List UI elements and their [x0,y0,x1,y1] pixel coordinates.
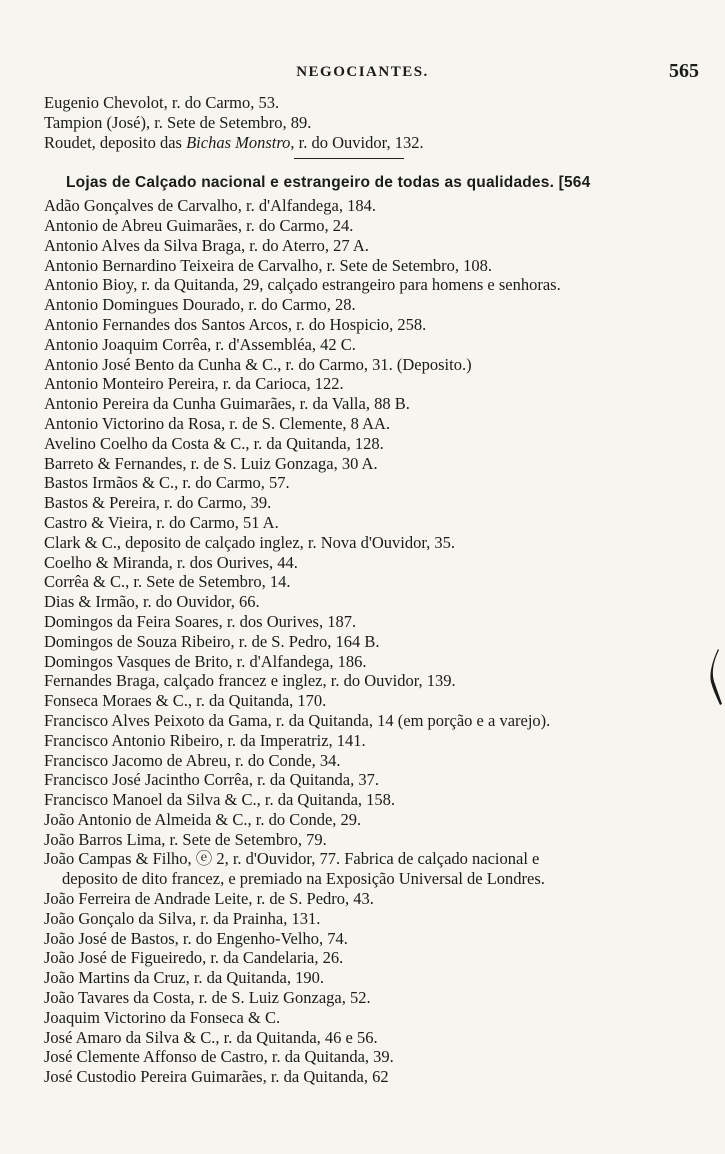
list-item: João Gonçalo da Silva, r. da Prainha, 131. [44,908,321,928]
list-item: Adão Gonçalves de Carvalho, r. d'Alfandega, 184. [44,196,376,216]
list-item: Castro & Vieira, r. do Carmo, 51 A. [44,512,279,532]
list-item: Avelino Coelho da Costa & C., r. da Quitanda, 128. [44,433,384,453]
roudet-text-before: Roudet, deposito das [44,132,187,152]
section-divider [294,158,404,159]
list-item: Francisco José Jacintho Corrêa, r. da Quitanda, 37. [44,770,379,790]
list-item-continuation: deposito de dito francez, e premiado na Exposição Universal de Londres. [62,869,545,889]
list-item: Antonio Victorino da Rosa, r. de S. Clemente, 8 AA. [44,413,391,433]
text-body [44,93,704,1087]
page-number: 565 [669,60,699,82]
list-item: Barreto & Fernandes, r. de S. Luiz Gonzaga, 30 A. [44,453,378,473]
page-title: NEGOCIANTES. [296,64,429,80]
list-item: João Antonio de Almeida & C., r. do Conde, 29. [44,809,362,829]
list-item: Antonio Domingues Dourado, r. do Carmo, 28. [44,295,356,315]
list-item: Francisco Jacomo de Abreu, r. do Conde, 34. [44,750,341,770]
list-item: José Custodio Pereira Guimarães, r. da Quitanda, 62 [44,1067,389,1087]
list-item: Clark & C., deposito de calçado inglez, r. Nova d'Ouvidor, 35. [44,532,456,552]
list-item: Antonio de Abreu Guimarães, r. do Carmo, 24. [44,215,354,235]
list-item: Francisco Alves Peixoto da Gama, r. da Quitanda, 14 (em porção e a varejo). [44,710,551,730]
list-item: Domingos da Feira Soares, r. dos Ourives, 187. [44,611,357,631]
list-item: Francisco Manoel da Silva & C., r. da Quitanda, 158. [44,790,396,810]
list-item: Antonio Bioy, r. da Quitanda, 29, calçado estrangeiro para homens e senhoras. [44,275,561,295]
list-item: Bastos Irmãos & C., r. do Carmo, 57. [44,473,290,493]
entry-list [44,196,704,1087]
list-item: João Ferreira de Andrade Leite, r. de S. Pedro, 43. [44,889,374,909]
list-item: João Campas & Filho, ⓔ 2, r. d'Ouvidor, 77. Fabrica de calçado nacional e [44,849,540,869]
list-item: Bastos & Pereira, r. do Carmo, 39. [44,493,272,513]
list-item: João Tavares da Costa, r. de S. Luiz Gonzaga, 52. [44,988,371,1008]
list-item: Fernandes Braga, calçado francez e inglez, r. do Ouvidor, 139. [44,671,456,691]
roudet-text-after: , r. do Ouvidor, 132. [290,132,424,152]
list-item: Coelho & Miranda, r. dos Ourives, 44. [44,552,298,572]
list-item: Corrêa & C., r. Sete de Setembro, 14. [44,572,291,592]
list-item: João José de Bastos, r. do Engenho-Velho, 74. [44,928,348,948]
list-item: Domingos Vasques de Brito, r. d'Alfandega, 186. [44,651,367,671]
list-item: Antonio Joaquim Corrêa, r. d'Assembléa, 42 C. [44,334,356,354]
list-item: Antonio Alves da Silva Braga, r. do Aterro, 27 A. [44,235,369,255]
list-item: Antonio Bernardino Teixeira de Carvalho, r. Sete de Setembro, 108. [44,255,493,275]
list-item: Domingos de Souza Ribeiro, r. de S. Pedro, 164 B. [44,631,380,651]
page-header [0,60,725,84]
list-item: Fonseca Moraes & C., r. da Quitanda, 170. [44,691,327,711]
list-item: José Amaro da Silva & C., r. da Quitanda, 46 e 56. [44,1027,378,1047]
list-item: Antonio José Bento da Cunha & C., r. do Carmo, 31. (Deposito.) [44,354,472,374]
list-item: Joaquim Victorino da Fonseca & C. [44,1007,281,1027]
margin-mark [709,648,723,706]
list-item: João Martins da Cruz, r. da Quitanda, 190. [44,968,324,988]
list-item: Eugenio Chevolot, r. do Carmo, 53. [44,93,280,112]
list-item: João Barros Lima, r. Sete de Setembro, 79. [44,829,327,849]
list-item: Antonio Fernandes dos Santos Arcos, r. do Hospicio, 258. [44,314,427,334]
list-item: João José de Figueiredo, r. da Candelaria, 26. [44,948,344,968]
list-item: Dias & Irmão, r. do Ouvidor, 66. [44,592,260,612]
section-heading: Lojas de Calçado nacional e estrangeiro de todas as qualidades. [564 [66,174,591,192]
list-item: José Clemente Affonso de Castro, r. da Quitanda, 39. [44,1047,394,1067]
list-item: Antonio Pereira da Cunha Guimarães, r. da Valla, 88 B. [44,394,410,414]
roudet-italic-name: Bichas Monstro [186,132,291,152]
list-item-roudet [44,133,704,153]
list-item: Francisco Antonio Ribeiro, r. da Imperatriz, 141. [44,730,366,750]
list-item: Antonio Monteiro Pereira, r. da Carioca, 122. [44,374,344,394]
list-item: Tampion (José), r. Sete de Setembro, 89. [44,112,312,132]
